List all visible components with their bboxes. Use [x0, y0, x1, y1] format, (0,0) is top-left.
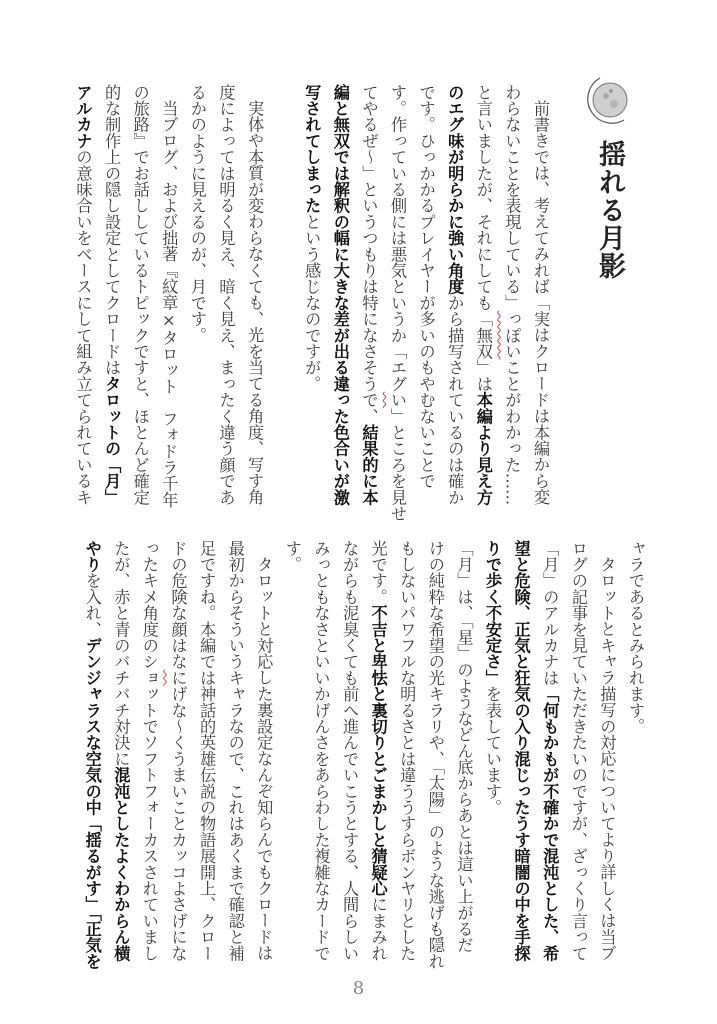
- bold-text: りで歩く不安定さ」: [483, 540, 503, 686]
- bold-text: やり: [82, 540, 102, 573]
- bold-text: 望と危険、正気と狂気の入り混じったうす暗闇の中を手探: [511, 540, 531, 962]
- text-line: [97, 84, 126, 521]
- text: 的な制作上の隠し設定としてクロードは: [102, 84, 122, 376]
- text: ったキメ角度のショットでソフトフォーカスされていまし: [139, 540, 159, 962]
- text: ながらも泥臭くても前へ進んでいこうとする、人間らしい: [340, 540, 360, 962]
- text-line: [325, 84, 354, 521]
- text: たが、赤と青のバチバチ対決に: [111, 540, 131, 767]
- text: 光です。: [368, 540, 388, 605]
- text-line: [468, 84, 497, 521]
- text-line: [354, 84, 383, 521]
- text: ログの記事を見ていただきたいのですが、ざっくり言って: [568, 540, 588, 962]
- text: 」ところを見せ: [388, 408, 408, 522]
- text-line: [592, 540, 621, 969]
- text-line: [420, 540, 449, 969]
- text-line: [106, 540, 135, 969]
- blank-line: [268, 84, 297, 521]
- text: てやるぜ～」というつもりは特になさそうで、: [359, 84, 379, 425]
- marked-text: い: [388, 391, 408, 409]
- text: 当ブログ、および拙著『紋章×タロット フォドラ千年: [159, 100, 179, 508]
- text: タロットとキャラ描写の対応についてより詳しくは当ブ: [597, 556, 617, 962]
- bold-text: 「何もかもが不確かで混沌とした、希: [540, 685, 560, 962]
- bold-text: 結果的に本: [359, 424, 379, 506]
- text-line: [125, 84, 154, 521]
- bold-text: 写されてしまった: [302, 84, 322, 214]
- crescent-moon-icon: [578, 74, 630, 130]
- text: と言いましたが、それにしても「無双」は: [473, 84, 493, 392]
- text: です。ひっかかるプレイヤーが多いのもやむないことで: [416, 84, 436, 489]
- text: ドの危険な顔はな: [168, 540, 188, 670]
- text: ャラであるとみられます。: [626, 540, 645, 735]
- text-block-bottom: [77, 540, 649, 969]
- text-line: [477, 540, 506, 969]
- text: から描写されているのは確か: [445, 294, 465, 506]
- text-line: [211, 84, 240, 521]
- text-line: [220, 540, 249, 969]
- bold-text: タロットの「月」: [102, 375, 122, 506]
- text: 最初からそういうキャラなので、これはあくまで確認と補: [225, 540, 245, 962]
- text-line: [506, 540, 535, 969]
- bold-text: 混沌としたよくわからん横: [111, 766, 131, 962]
- text: 「月」のアルカナは: [540, 540, 560, 686]
- text-line: [382, 84, 411, 521]
- bold-text: デンジャラスな空気の中「揺るがす」「正気を: [82, 637, 102, 970]
- text-line: [525, 84, 554, 521]
- bold-text: 本編より見え方: [473, 391, 493, 506]
- text: 実体や本質が変わらなくても、光を当てる角度、写す角: [245, 100, 265, 506]
- text: みっともなさといいかげんさをあらわした複雑なカードで: [311, 540, 331, 962]
- text-line: [154, 84, 183, 521]
- text-line: [363, 540, 392, 969]
- text: ことがわかった……: [502, 359, 522, 506]
- text-line: [440, 84, 469, 521]
- text: 足ですね。本編では神話的英雄伝説の物語展開上、クロー: [197, 540, 217, 962]
- text-line: [306, 540, 335, 969]
- text: タロットと対応した裏設定なんぞ知らんでもクロードは: [254, 556, 274, 962]
- text: るかのように見えるのが、月です。: [187, 84, 207, 344]
- text-line: [620, 540, 649, 969]
- text-line: [334, 540, 363, 969]
- text-line: [182, 84, 211, 521]
- text: 「月」は、「星」のようなどん底からあとは這い上がるだ: [454, 540, 474, 954]
- text-line: [411, 84, 440, 521]
- bold-text: のエグ味が明らかに強い角度: [445, 84, 465, 295]
- text: にまみれ: [368, 896, 388, 962]
- bold-text: アルカナ: [73, 84, 93, 149]
- text: の意味合いをベースにして組み立てられているキ: [73, 148, 93, 506]
- text: を表しています。: [483, 685, 503, 816]
- text-line: [239, 84, 268, 521]
- text-line: [249, 540, 278, 969]
- text-line: [163, 540, 192, 969]
- marked-text: っぽい: [502, 310, 522, 360]
- text-block-top: [68, 84, 554, 521]
- text-line: [497, 84, 526, 521]
- text: もしないパワフルな明るさとは違ううすらボンヤリとした: [397, 540, 417, 962]
- text: す。作っている側には悪気というか「エグ: [388, 84, 408, 392]
- text: の旅路』でお話ししているトピックですと、ほとんど確定: [130, 84, 150, 506]
- page-title: 揺れる月影: [594, 140, 625, 280]
- text-line: [535, 540, 564, 969]
- text-line: [192, 540, 221, 969]
- text: げな～くうまいことカッコよさげにな: [168, 685, 188, 962]
- text: わらないことを表現している」: [502, 84, 522, 311]
- text: 前書きでは、考えてみれば「実はクロードは本編から変: [531, 100, 550, 506]
- text-line: [392, 540, 421, 969]
- page-number: 8: [352, 978, 365, 999]
- bold-text: 不吉と卑怯と裏切りとごまかしと猜疑心: [368, 604, 388, 897]
- text-line: [134, 540, 163, 969]
- text-line: [68, 84, 97, 521]
- text-line: [297, 84, 326, 521]
- text: けの純粋な希望の光キラリや、「太陽」のような逃げも隠れ: [425, 540, 445, 970]
- bold-text: 編と無双では解釈の幅に大きな差が出る違った色合いが激: [330, 84, 350, 506]
- text-line: [449, 540, 478, 969]
- text: という感じなのですが。: [302, 213, 322, 392]
- text: す。: [282, 540, 302, 573]
- text: を入れ、: [82, 572, 102, 638]
- marked-text: に: [168, 669, 188, 686]
- text: 度によっては明るく見え、暗く見え、まったく違う顔であ: [216, 84, 236, 506]
- text-line: [77, 540, 106, 969]
- text-line: [277, 540, 306, 969]
- text-line: [563, 540, 592, 969]
